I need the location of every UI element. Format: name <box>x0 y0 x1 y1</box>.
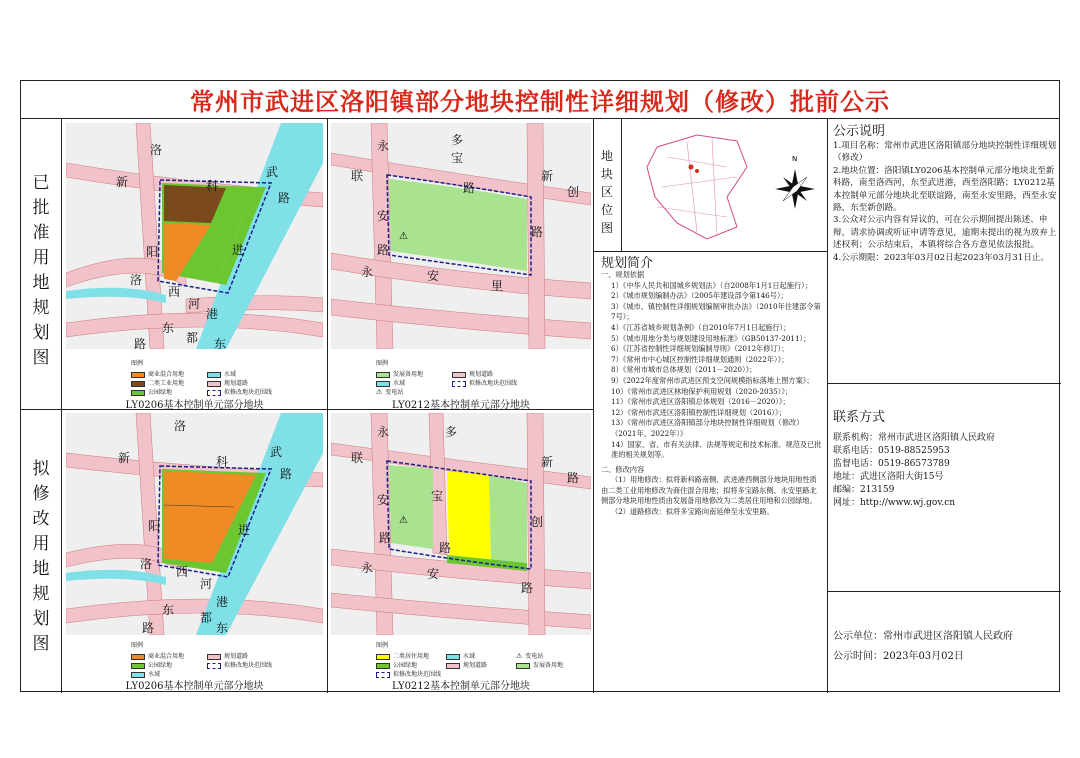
map-legend: 图例 二类居住用地 水域 ⚠ 变电站 公园绿地 规划道路 发展备用地 拟修改地块范围线 <box>376 642 564 678</box>
map-panel-approved-ly0212: ⚠ 多 永 宝 联 路 新 安 路 永 安 里 路 创 图例 发展备用地 规划道路 水域 拟修改地块范围线 ⚠ 变电站 LY0212基本控制单元部分地块 <box>331 123 591 409</box>
svg-text:⚠: ⚠ <box>399 515 408 526</box>
contact-line: 邮编：213159 <box>833 485 895 495</box>
page-title: 常州市武进区洛阳镇部分地块控制性详细规划（修改）批前公示 <box>190 88 890 116</box>
map-caption: LY0206基本控制单元部分地块 <box>125 681 264 691</box>
poster-frame <box>20 80 1060 692</box>
content-item: （2）道路修改：拟将多宝路向南延伸至永安里路。 <box>611 507 774 517</box>
notice-title: 公示说明 <box>833 124 886 139</box>
basis-item: 9）《2022年度常州市武进区预支空间规模指标落地上图方案》； <box>611 375 814 385</box>
basis-item: 12）《常州市武进区洛阳镇控制性详细规划（2016）》； <box>611 407 786 417</box>
contact-line: 联系机构：常州市武进区洛阳镇人民政府 <box>833 433 996 443</box>
svg-text:⚠: ⚠ <box>399 231 408 242</box>
basis-item: 10）《常州市武进区林地保护利用规划（2020-2035）》； <box>611 386 793 396</box>
title-bar <box>21 81 1059 119</box>
basis-item: 3）《城市、镇控制性详细规划编制审批办法》（2010年住建部令第7号）； <box>611 301 821 322</box>
contact-line: 地址：武进区洛阳大街15号 <box>833 472 944 482</box>
notice-item: 4.公示期限：2023年03月02日起2023年03月31日止。 <box>833 252 1049 263</box>
basis-item: 2）《城市规划编制办法》（2005年建设部令第146号）； <box>611 291 788 301</box>
land-use-map <box>331 413 591 635</box>
location-map <box>627 127 817 245</box>
contact-title: 联系方式 <box>833 410 886 425</box>
basis-item: 5）《城市用地分类与规划建设用地标准》（GB50137-2011）； <box>611 333 811 343</box>
notice-item: 1.项目名称：常州市武进区洛阳镇部分地块控制性详细规划（修改） <box>833 141 1057 164</box>
basis-item: 1）《中华人民共和国城乡规划法》（自2008年1月1日起施行）； <box>611 280 812 290</box>
map-caption: LY0206基本控制单元部分地块 <box>125 400 264 409</box>
location-map-label: 地 块 区 位 图 <box>600 149 613 235</box>
basis-item: 4）《江苏省城乡规划条例》（自2010年7月1日起施行）； <box>611 322 791 332</box>
footer-time: 公示时间：2023年03月02日 <box>833 651 964 662</box>
footer-section <box>833 627 1057 667</box>
basis-item: 8）《常州市城市总体规划（2011－2020）》； <box>611 365 757 375</box>
intro-title: 规划简介 <box>601 256 654 271</box>
map-legend: 图例 商业混合用地 规划道路 公园绿地 拟修改地块范围线 水域 <box>131 642 273 678</box>
map-panel-revised-ly0212: ⚠ 永 多 联 宝 新 安 路 路 路 永 安 创 路 图例 二类居住用地 水域 ⚠ 变电站 公园绿地 规划道路 发展备用地 拟修改地块范围线 LY0212基本控制单元部分地块 <box>331 413 591 691</box>
content-item: （1）用地修改：拟将新科路南侧、武进港西侧部分地块用地性质由二类工业用地修改为商住混合用地；拟将多宝路东侧、永安里路北侧部分地块用地性质由发展备用地修改为二类居住用地和公园绿地。 <box>601 475 817 506</box>
basis-item: 13）《常州市武进区洛阳镇部分地块控制性详细规划（修改）（2021年、2022年）》 <box>611 418 804 438</box>
contact-line: 监督电话：0519-86573789 <box>833 459 950 469</box>
compass-icon <box>775 169 815 209</box>
contact-line: 联系电话：0519-88525953 <box>833 446 950 456</box>
contact-section <box>833 411 1057 510</box>
intro-section <box>601 257 823 518</box>
basis-title: 一、规划依据 <box>601 270 645 279</box>
substation-icon: ⚠ <box>516 652 523 660</box>
basis-item: 7）《常州市中心城区控制性详细规划通则（2022年）》； <box>611 354 789 364</box>
notice-item: 2.地块位置：洛阳镇LY0206基本控制单元部分地块北至新科路，南至洛西河，东至武进港，西至洛阳路；LY0212基本控制单元部分地块北至联谊路，南至永安里路，西至永安路，东至新创路。 <box>833 165 1057 214</box>
substation-icon: ⚠ <box>376 388 383 396</box>
intro-body <box>601 270 823 518</box>
land-use-map <box>66 123 323 349</box>
map-legend: 图例 发展备用地 规划道路 水域 拟修改地块范围线 ⚠ 变电站 <box>376 360 518 396</box>
contact-line: 网址：http://www.wj.gov.cn <box>833 498 956 508</box>
content-title: 二、修改内容 <box>601 464 645 474</box>
footer-unit: 公示单位：常州市武进区洛阳镇人民政府 <box>833 631 1013 642</box>
map-legend: 图例 商业混合用地 水域 二类工业用地 规划道路 公园绿地 拟修改地块范围线 <box>131 360 273 396</box>
basis-item: 14）国家、省、市有关法律、法规等规定和技术标准、规范及已批准的相关规划等。 <box>611 439 822 460</box>
notice-item: 3.公众对公示内容有异议的，可在公示期间提出陈述、申辩，请求协调或听证申请等意见，逾期未提出的视为放弃上述权利；公示结束后，本镇将综合各方意见依法报批。 <box>833 215 1057 251</box>
notice-section <box>833 125 1057 264</box>
compass-north: N <box>792 155 798 163</box>
land-use-map <box>66 413 323 635</box>
map-caption: LY0212基本控制单元部分地块 <box>391 681 531 691</box>
map-panel-approved-ly0206: 洛 科 新 武 路 阳 进 洛 西 河 港 东 都 路 东 图例 商业混合用地 水域 二类工业用地 规划道路 公园绿地 拟修改地块范围线 LY0206基本控制单元部分地块 <box>66 123 323 409</box>
map-caption: LY0212基本控制单元部分地块 <box>391 400 531 409</box>
basis-item: 6）《江苏省控制性详细规划编制导则》（2012年修订）； <box>611 344 789 354</box>
map-panel-revised-ly0206: 洛 武 新 科 路 阳 进 洛 西 河 港 东 都 东 路 图例 商业混合用地 规划道路 公园绿地 拟修改地块范围线 水域 LY0206基本控制单元部分地块 <box>66 413 323 691</box>
basis-item: 11）《常州市武进区洛阳镇总体规划（2016－2020）》； <box>611 397 790 407</box>
row-label-revised: 拟 修 改 用 地 规 划 图 <box>32 459 50 654</box>
row-label-approved: 已 批 准 用 地 规 划 图 <box>32 173 50 368</box>
